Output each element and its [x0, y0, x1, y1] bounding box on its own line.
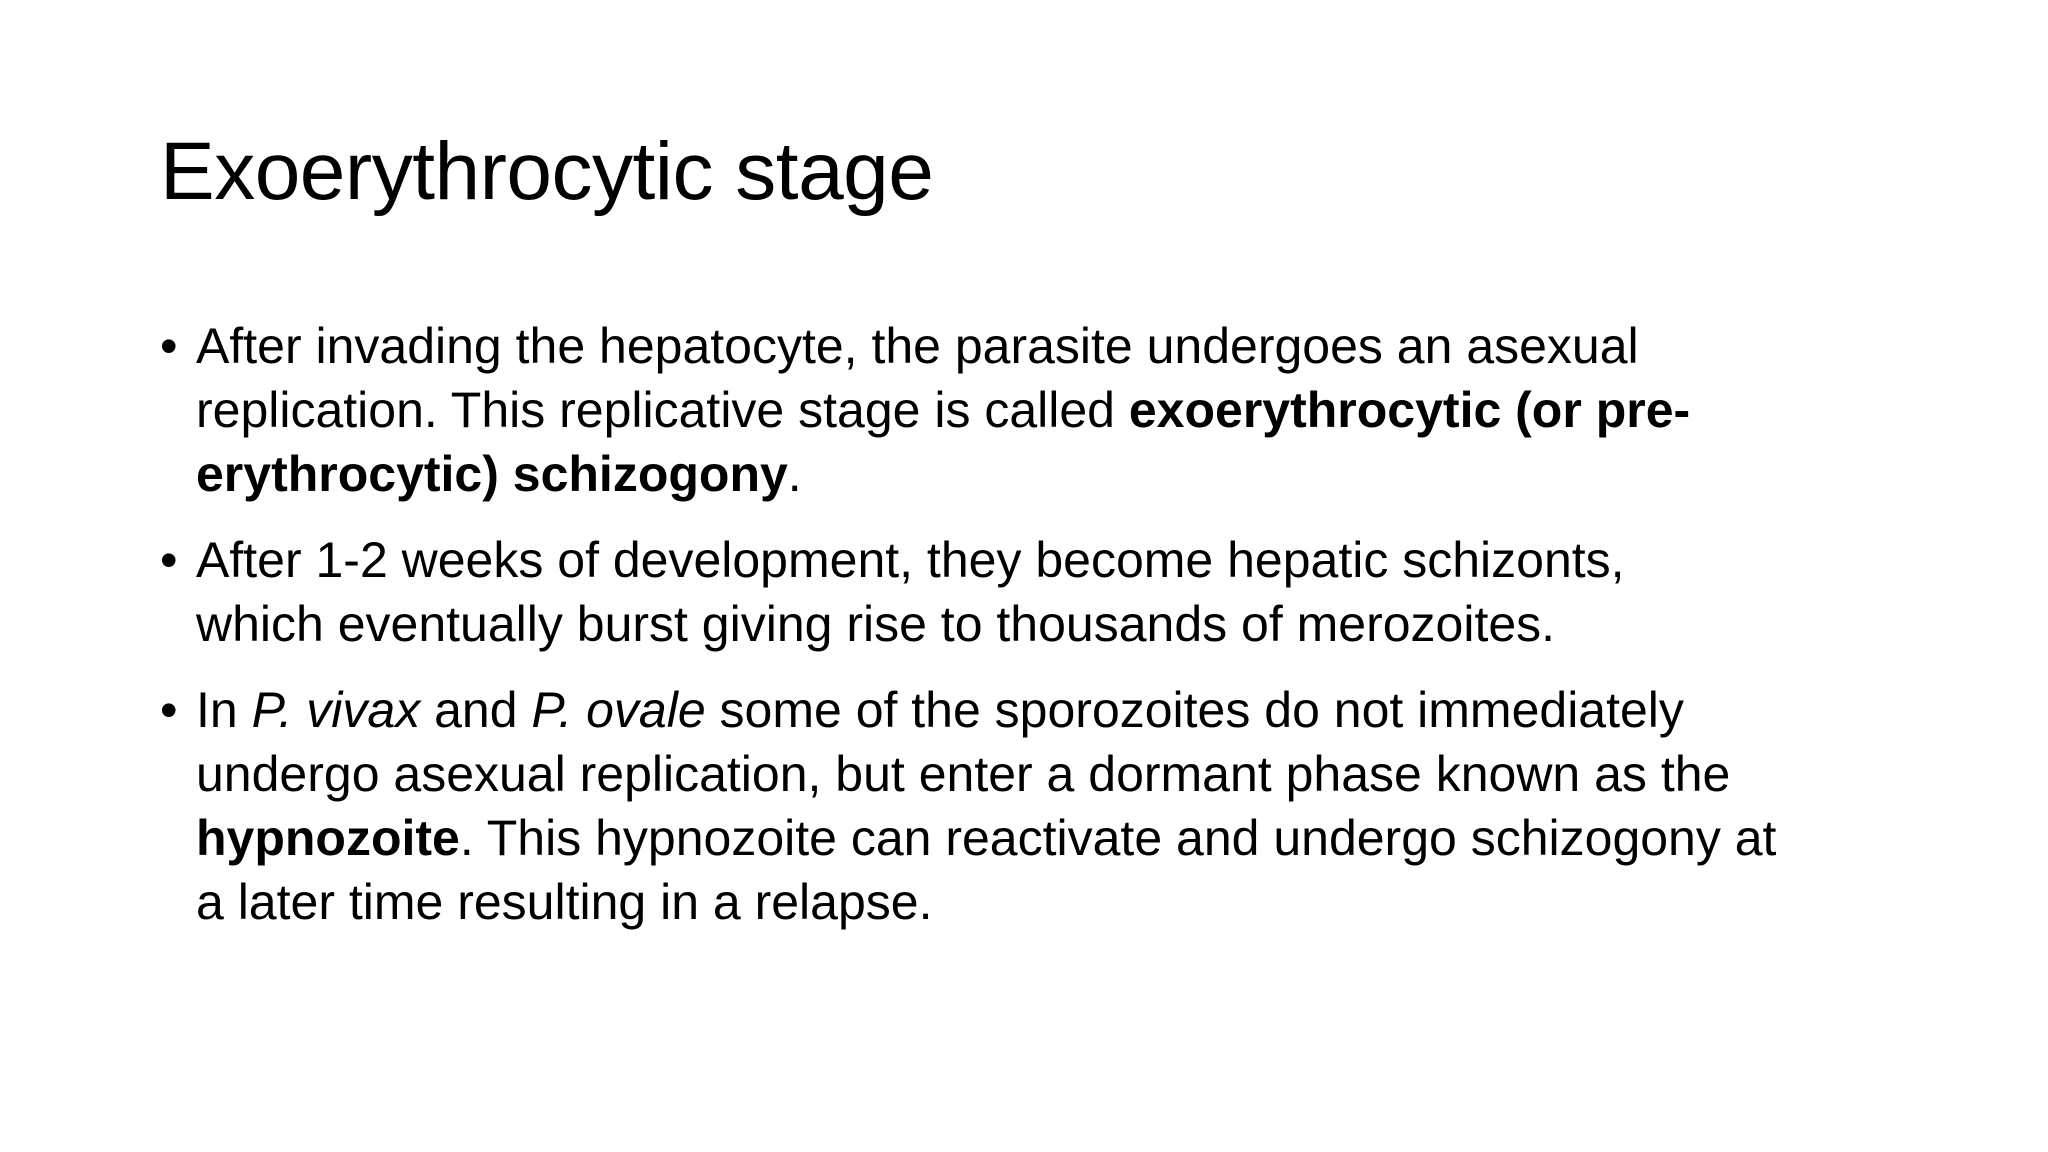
bullet-line: [196, 378, 1920, 442]
text-run: some of the sporozoites do not immediately: [705, 682, 1684, 738]
italic-species: P. ovale: [531, 682, 706, 738]
text-run: which eventually burst giving rise to thousands of merozoites.: [196, 596, 1556, 652]
italic-species: P. vivax: [251, 682, 421, 738]
bullet-list: [160, 314, 1920, 956]
bullet-line: [196, 314, 1920, 378]
text-run: In: [196, 682, 252, 738]
bullet-line: [196, 678, 1920, 742]
text-run: After 1-2 weeks of development, they become hepatic schizonts,: [196, 532, 1625, 588]
bullet-line: [196, 592, 1920, 656]
bullet-line: [196, 870, 1920, 934]
bullet-item: [160, 314, 1920, 506]
bullet-dot-icon: •: [160, 318, 178, 374]
slide-title: Exoerythrocytic stage: [160, 126, 934, 217]
text-run: replication. This replicative stage is called: [196, 382, 1129, 438]
text-run: .: [787, 446, 802, 502]
text-run: undergo asexual replication, but enter a dormant phase known as the: [196, 746, 1731, 802]
bullet-dot-icon: •: [160, 532, 178, 588]
bullet-line: [196, 528, 1920, 592]
bold-term: erythrocytic) schizogony: [196, 446, 788, 502]
bullet-dot-icon: •: [160, 682, 178, 738]
bullet-line: [196, 742, 1920, 806]
text-run: and: [420, 682, 532, 738]
bullet-item: [160, 678, 1920, 934]
text-run: a later time resulting in a relapse.: [196, 874, 933, 930]
text-run: . This hypnozoite can reactivate and undergo schizogony at: [459, 810, 1777, 866]
bullet-line: [196, 442, 1920, 506]
bullet-line: [196, 806, 1920, 870]
bold-term: exoerythrocytic (or pre-: [1128, 382, 1691, 438]
bullet-item: [160, 528, 1920, 656]
bold-term: hypnozoite: [196, 810, 460, 866]
text-run: After invading the hepatocyte, the parasite undergoes an asexual: [196, 318, 1639, 374]
